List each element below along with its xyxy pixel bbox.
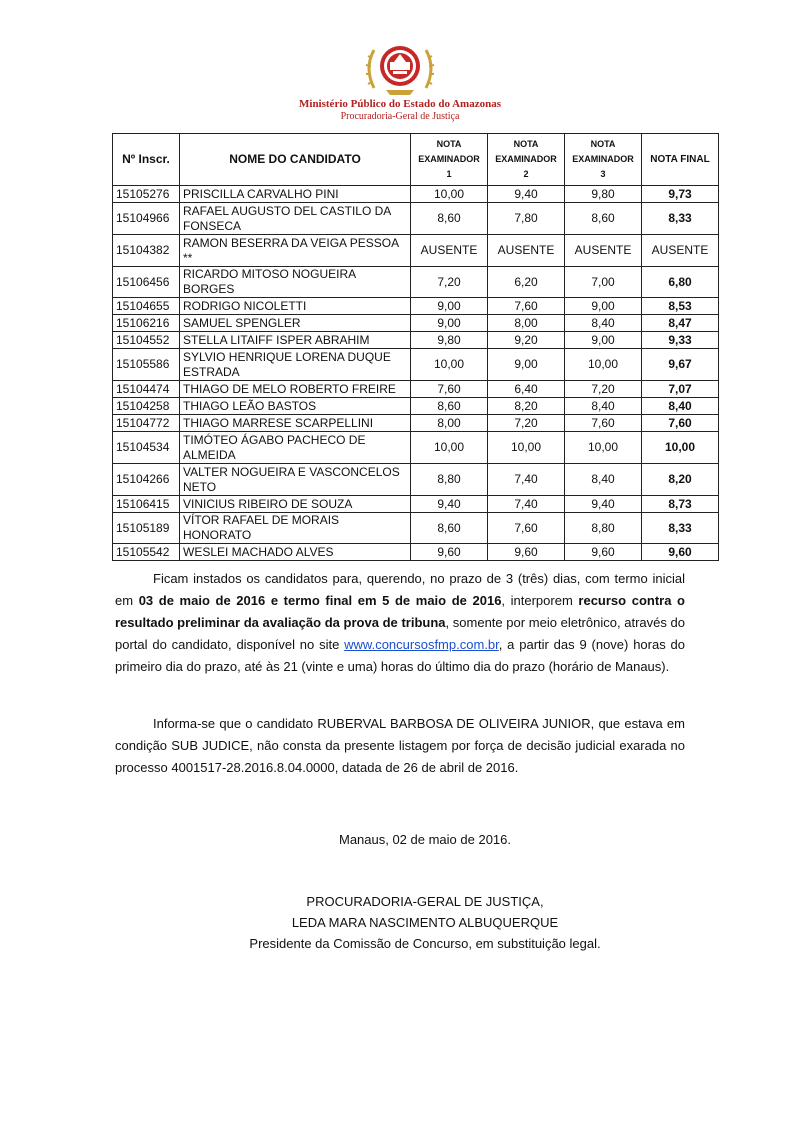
cell-nota-3: 10,00 — [565, 432, 642, 464]
cell-nota-final: 8,40 — [642, 398, 719, 415]
p1-text-3: , somente por meio eletrônico, através do portal do candidato, disponível no site — [115, 615, 685, 652]
cell-nome-line: WESLEI MACHADO ALVES — [183, 544, 334, 559]
cell-nota-2: 7,60 — [488, 513, 565, 544]
cell-nota-2: 6,20 — [488, 267, 565, 298]
table-row — [113, 544, 719, 561]
cell-inscricao: 15105586 — [113, 349, 180, 381]
cell-nome — [180, 513, 411, 544]
cell-nome-line: THIAGO LEÃO BASTOS — [183, 398, 317, 413]
cell-nome-line: RODRIGO NICOLETTI — [183, 298, 307, 313]
cell-nota-final: AUSENTE — [642, 235, 719, 267]
org-name: Ministério Público do Estado do Amazonas — [299, 98, 501, 110]
p1-bold-dates: 03 de maio de 2016 e termo final em 5 de maio de 2016 — [138, 593, 502, 608]
cell-nome — [180, 315, 411, 332]
cell-nota-1: 8,60 — [411, 513, 488, 544]
table-row — [113, 203, 719, 235]
cell-nome — [180, 381, 411, 398]
table-header-row — [113, 134, 719, 186]
cell-nota-1: AUSENTE — [411, 235, 488, 267]
ministerio-publico-emblem-icon — [360, 38, 440, 98]
col-examinador-3 — [565, 134, 642, 186]
cell-nota-2: AUSENTE — [488, 235, 565, 267]
signature-line-1: PROCURADORIA-GERAL DE JUSTIÇA, — [306, 894, 544, 909]
cell-inscricao: 15105189 — [113, 513, 180, 544]
cell-inscricao: 15105276 — [113, 186, 180, 203]
signature-line-3: Presidente da Comissão de Concurso, em substituição legal. — [249, 936, 601, 951]
cell-nota-3: 9,00 — [565, 332, 642, 349]
cell-nota-3: AUSENTE — [565, 235, 642, 267]
col-ex3-line2: EXAMINADOR — [572, 154, 634, 164]
table-row — [113, 332, 719, 349]
cell-nota-1: 7,20 — [411, 267, 488, 298]
cell-nota-3: 9,00 — [565, 298, 642, 315]
col-ex1-line1: NOTA — [436, 139, 462, 149]
cell-nome — [180, 186, 411, 203]
table-row — [113, 298, 719, 315]
col-ex1-line2: EXAMINADOR — [418, 154, 480, 164]
col-examinador-2 — [488, 134, 565, 186]
cell-nome-line: VALTER NOGUEIRA E VASCONCELOS — [183, 464, 400, 479]
col-nome: NOME DO CANDIDATO — [180, 134, 411, 186]
cell-nome-line: FONSECA — [183, 218, 242, 233]
cell-nota-1: 9,40 — [411, 496, 488, 513]
cell-nota-2: 10,00 — [488, 432, 565, 464]
cell-nota-1: 8,60 — [411, 398, 488, 415]
p1-text-1: Ficam instados os candidatos para, querendo, no prazo de 3 (três) dias, com termo inicial em — [115, 571, 685, 608]
letterhead — [0, 38, 800, 123]
cell-nota-final: 9,67 — [642, 349, 719, 381]
table-row — [113, 381, 719, 398]
table-row — [113, 513, 719, 544]
cell-nota-2: 9,60 — [488, 544, 565, 561]
cell-nota-3: 8,40 — [565, 464, 642, 496]
table-row — [113, 432, 719, 464]
col-nota-final: NOTA FINAL — [642, 134, 719, 186]
table-row — [113, 415, 719, 432]
p1-text-2: , interporem — [501, 593, 579, 608]
paragraph-sub-judice — [115, 713, 685, 779]
cell-nome-line: VÍTOR RAFAEL DE MORAIS HONORATO — [183, 513, 340, 542]
col-ex3-line3: 3 — [600, 169, 606, 179]
cell-nota-final: 9,73 — [642, 186, 719, 203]
cell-nota-2: 8,00 — [488, 315, 565, 332]
cell-inscricao: 15104534 — [113, 432, 180, 464]
table-row — [113, 464, 719, 496]
cell-nota-2: 7,40 — [488, 464, 565, 496]
col-ex1-line3: 1 — [446, 169, 452, 179]
cell-inscricao: 15104266 — [113, 464, 180, 496]
cell-nome — [180, 496, 411, 513]
cell-nota-3: 9,60 — [565, 544, 642, 561]
cell-nota-final: 7,60 — [642, 415, 719, 432]
cell-nota-2: 9,40 — [488, 186, 565, 203]
cell-nome-line: NETO — [183, 479, 217, 494]
p1-bold-recurso: recurso contra o resultado preliminar da avaliação da prova de tribuna — [115, 593, 685, 630]
cell-nome — [180, 415, 411, 432]
p2-text: Informa-se que o candidato RUBERVAL BARBOSA DE OLIVEIRA JUNIOR, que estava em condição SUB JUDICE, não consta da presente listagem por força de decisão judicial exarada no processo 4001517-28.2016.8.04.0000, datada de 26 de abril de 2016. — [115, 716, 685, 775]
cell-nota-1: 8,00 — [411, 415, 488, 432]
cell-nome-line: VINICIUS RIBEIRO DE SOUZA — [183, 496, 353, 511]
cell-nota-2: 7,20 — [488, 415, 565, 432]
cell-nome — [180, 298, 411, 315]
cell-nome — [180, 432, 411, 464]
cell-nota-1: 9,60 — [411, 544, 488, 561]
cell-nota-3: 7,20 — [565, 381, 642, 398]
cell-nota-3: 10,00 — [565, 349, 642, 381]
signature-line-2: LEDA MARA NASCIMENTO ALBUQUERQUE — [291, 915, 559, 930]
cell-nome-line: THIAGO MARRESE SCARPELLINI — [183, 415, 374, 430]
place-date: Manaus, 02 de maio de 2016. — [338, 832, 511, 847]
cell-nota-3: 7,00 — [565, 267, 642, 298]
cell-nota-final: 8,20 — [642, 464, 719, 496]
cell-nota-final: 8,33 — [642, 203, 719, 235]
cell-nota-2: 7,60 — [488, 298, 565, 315]
table-row — [113, 235, 719, 267]
cell-inscricao: 15104382 — [113, 235, 180, 267]
col-ex2-line2: EXAMINADOR — [495, 154, 557, 164]
table-row — [113, 315, 719, 332]
cell-nota-final: 8,53 — [642, 298, 719, 315]
table-row — [113, 186, 719, 203]
cell-nota-3: 7,60 — [565, 415, 642, 432]
paragraph-recurso — [115, 568, 685, 678]
cell-inscricao: 15104258 — [113, 398, 180, 415]
cell-nome-line: RAFAEL AUGUSTO DEL CASTILO DA — [183, 203, 392, 218]
cell-nota-1: 9,00 — [411, 315, 488, 332]
cell-nota-1: 8,60 — [411, 203, 488, 235]
cell-nota-2: 9,00 — [488, 349, 565, 381]
col-inscricao: Nº Inscr. — [113, 134, 180, 186]
cell-nome — [180, 349, 411, 381]
cell-nome-line: SYLVIO HENRIQUE LORENA DUQUE — [183, 349, 391, 364]
cell-nome-line: RICARDO MITOSO NOGUEIRA BORGES — [183, 267, 356, 296]
cell-nota-final: 7,07 — [642, 381, 719, 398]
cell-inscricao: 15104552 — [113, 332, 180, 349]
cell-inscricao: 15104655 — [113, 298, 180, 315]
col-ex2-line1: NOTA — [513, 139, 539, 149]
cell-inscricao: 15104474 — [113, 381, 180, 398]
p1-text-4: , a partir das 9 (nove) horas do primeiro dia do prazo, até às 21 (vinte e uma) horas do último dia do prazo (horário de Manaus). — [115, 637, 685, 674]
cell-nota-3: 9,80 — [565, 186, 642, 203]
cell-inscricao: 15106216 — [113, 315, 180, 332]
cell-nota-final: 8,47 — [642, 315, 719, 332]
cell-nome-line: STELLA LITAIFF ISPER ABRAHIM — [183, 332, 370, 347]
cell-nota-1: 10,00 — [411, 349, 488, 381]
results-body — [113, 186, 719, 561]
cell-nota-3: 8,40 — [565, 398, 642, 415]
table-row — [113, 496, 719, 513]
cell-nome-line: TIMÓTEO ÁGABO PACHECO DE — [183, 432, 366, 447]
cell-nota-1: 9,80 — [411, 332, 488, 349]
cell-nota-3: 8,80 — [565, 513, 642, 544]
cell-nota-1: 8,80 — [411, 464, 488, 496]
col-ex2-line3: 2 — [523, 169, 529, 179]
cell-nota-3: 9,40 — [565, 496, 642, 513]
cell-nota-1: 9,00 — [411, 298, 488, 315]
cell-nota-2: 7,40 — [488, 496, 565, 513]
cell-nota-final: 8,33 — [642, 513, 719, 544]
cell-nota-1: 7,60 — [411, 381, 488, 398]
cell-nome-line: ALMEIDA — [183, 447, 236, 462]
signature-block — [0, 891, 800, 954]
cell-nome — [180, 464, 411, 496]
table-row — [113, 398, 719, 415]
cell-nome-line: PRISCILLA CARVALHO PINI — [183, 186, 339, 201]
cell-inscricao: 15105542 — [113, 544, 180, 561]
table-row — [113, 267, 719, 298]
cell-inscricao: 15106456 — [113, 267, 180, 298]
col-ex3-line1: NOTA — [590, 139, 616, 149]
cell-nome-line: RAMON BESERRA DA VEIGA PESSOA ** — [183, 235, 399, 265]
org-subtitle: Procuradoria-Geral de Justiça — [340, 111, 460, 122]
site-link[interactable]: www.concursosfmp.com.br — [344, 637, 499, 652]
cell-nome — [180, 544, 411, 561]
cell-inscricao: 15104966 — [113, 203, 180, 235]
results-table — [112, 133, 719, 561]
cell-nome-line: THIAGO DE MELO ROBERTO FREIRE — [183, 381, 396, 396]
cell-nome-line: SAMUEL SPENGLER — [183, 315, 301, 330]
cell-nota-2: 8,20 — [488, 398, 565, 415]
table-row — [113, 349, 719, 381]
cell-nome — [180, 332, 411, 349]
cell-nome — [180, 235, 411, 267]
cell-nota-2: 6,40 — [488, 381, 565, 398]
cell-nota-2: 9,20 — [488, 332, 565, 349]
cell-inscricao: 15104772 — [113, 415, 180, 432]
cell-nota-1: 10,00 — [411, 432, 488, 464]
cell-nota-final: 9,33 — [642, 332, 719, 349]
cell-inscricao: 15106415 — [113, 496, 180, 513]
col-examinador-1 — [411, 134, 488, 186]
cell-nota-1: 10,00 — [411, 186, 488, 203]
cell-nome — [180, 203, 411, 235]
cell-nota-3: 8,40 — [565, 315, 642, 332]
cell-nota-2: 7,80 — [488, 203, 565, 235]
cell-nota-final: 10,00 — [642, 432, 719, 464]
cell-nota-3: 8,60 — [565, 203, 642, 235]
cell-nome-line: ESTRADA — [183, 364, 240, 379]
cell-nome — [180, 398, 411, 415]
cell-nome — [180, 267, 411, 298]
cell-nota-final: 8,73 — [642, 496, 719, 513]
cell-nota-final: 9,60 — [642, 544, 719, 561]
cell-nota-final: 6,80 — [642, 267, 719, 298]
